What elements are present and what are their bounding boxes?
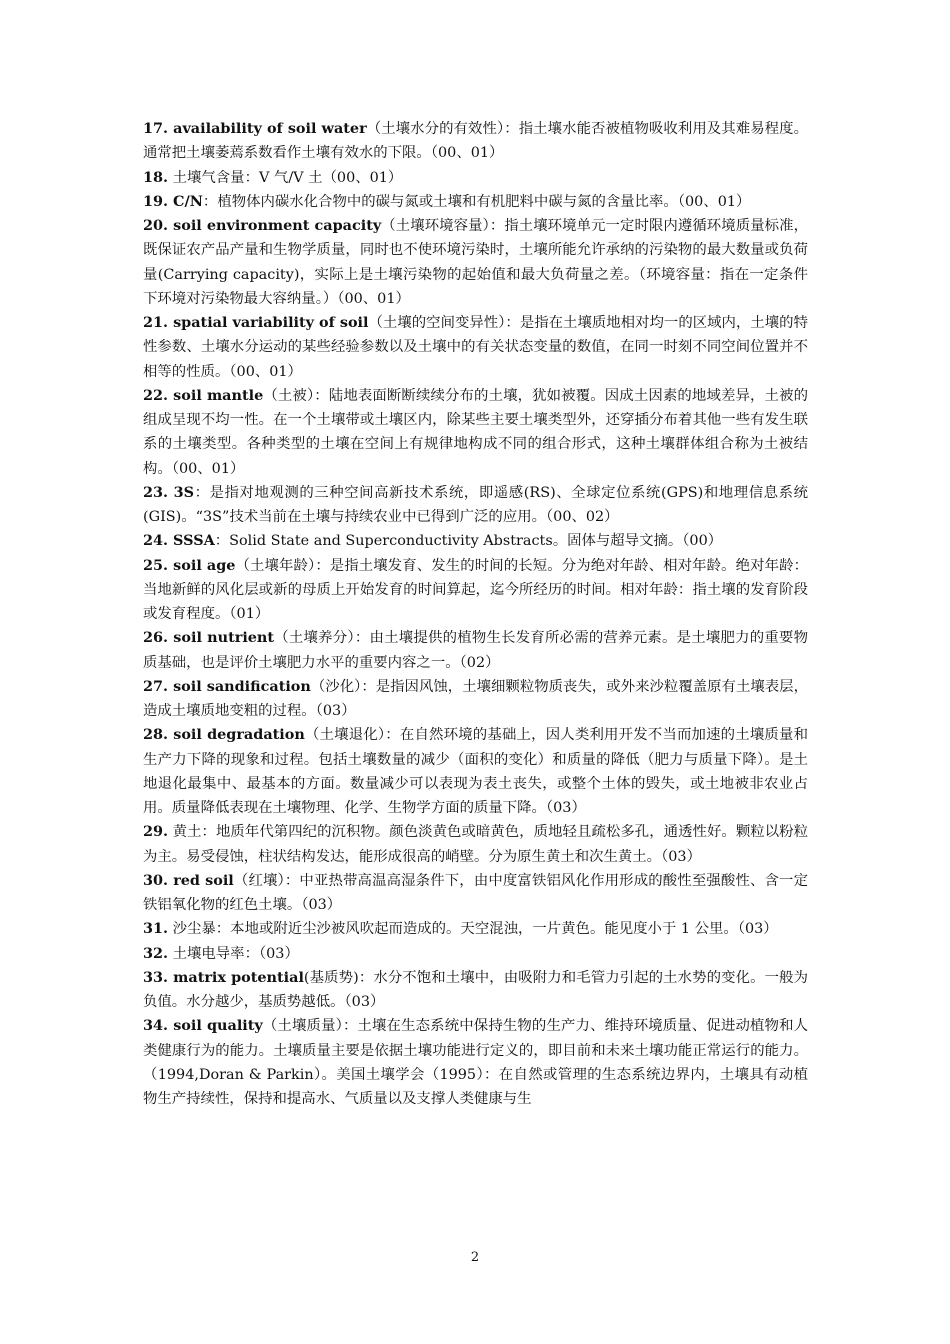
entry-term: 33. matrix potential [143,968,304,986]
entry-term: 25. soil age [143,556,236,574]
entry-term: 29. [143,823,169,841]
entry-term: 26. soil nutrient [143,629,275,647]
entry-text: （土壤年龄）：是指土壤发育、发生的时间的长短。分为绝对年龄、相对年龄。绝对年龄：当地新鲜的风化层或新的母质上开始发育的时间算起，迄今所经历的时间。相对年龄：指土壤的发育阶段或发育程度。（01） [143,557,809,622]
entry-34 [143,1014,808,1111]
entry-18 [143,166,808,190]
entry-31 [143,917,808,941]
entry-17 [143,117,808,166]
entry-27 [143,675,808,724]
entry-text: 沙尘暴：本地或附近尘沙被风吹起而造成的。天空混浊，一片黄色。能见度小于 1 公里。（03） [168,921,778,938]
entry-text: 土壤电导率：（03） [168,945,299,962]
entry-term: 30. red soil [143,871,234,889]
entry-term: 27. soil sandification [143,677,311,695]
entry-text: （土壤质量）：土壤在生态系统中保持生物的生产力、维持环境质量、促进动植物和人类健康行为的能力。土壤质量主要是依据土壤功能进行定义的，即目前和未来土壤功能正常运行的能力。（1994,Doran & Parkin）。美国土壤学会（1995）：在自然或管理的生态系统边界内，土壤具有动植物生产持续性，保持和提高水、气质量以及支撑人类健康与生 [143,1018,808,1107]
entry-term: 21. spatial variability of soil [143,314,369,331]
entry-term: 31. [143,920,169,938]
entry-term: 24. SSSA [143,532,215,550]
entry-32 [143,942,808,966]
entry-text: （土被）：陆地表面断断续续分布的土壤，犹如被覆。因成土因素的地域差异，土被的组成呈现不均一性。在一个土壤带或土壤区内，除某些主要土壤类型外，还穿插分布着其他一些有发生联系的土壤类型。各种类型的土壤在空间上有规律地构成不同的组合形式，这种土壤群体组合称为土被结构。（00、01） [143,387,808,477]
entry-term: 23. 3S [143,483,195,501]
entry-25 [143,554,808,627]
entry-term: 22. soil mantle [143,386,264,404]
entry-term: 19. C/N [143,192,203,210]
glossary-content [143,117,808,1111]
entry-20 [143,214,808,311]
entry-text: ：Solid State and Superconductivity Abstracts。固体与超导文摘。（00） [214,533,723,550]
entry-term: 18. [143,168,169,186]
entry-28 [143,723,808,820]
entry-term: 20. soil environment capacity [143,217,382,234]
entry-text: ：是指对地观测的三种空间高新技术系统，即遥感(RS)、全球定位系统(GPS)和地理信息系统(GIS)。“3S”技术当前在土壤与持续农业中已得到广泛的应用。（00、02） [143,484,808,525]
entry-text: （土壤养分）：由土壤提供的植物生长发育所必需的营养元素。是土壤肥力的重要物质基础，也是评价土壤肥力水平的重要内容之一。（02） [143,630,808,671]
entry-24 [143,529,808,553]
entry-term: 32. [143,944,169,962]
entry-19 [143,190,808,214]
entry-text: （沙化）：是指因风蚀，土壤细颗粒物质丧失，或外来沙粒覆盖原有土壤表层，造成土壤质地变粗的过程。（03） [143,678,808,719]
entry-33 [143,966,808,1015]
entry-21 [143,311,808,384]
entry-29 [143,820,808,869]
entry-text: 土壤气含量：V 气/V 土（00、01） [168,169,403,186]
entry-text: （土壤退化）：在自然环境的基础上，因人类利用开发不当而加速的土壤质量和生产力下降的现象和过程。包括土壤数量的减少（面积的变化）和质量的降低（肥力与质量下降）。是土地退化最集中、最基本的方面。数量减少可以表现为表土丧失，或整个土体的毁失，或土地被非农业占用。质量降低表现在土壤物理、化学、生物学方面的质量下降。（03） [143,727,808,816]
entry-text: ：植物体内碳水化合物中的碳与氮或土壤和有机肥料中碳与氮的含量比率。（00、01） [202,193,751,210]
entry-text: （土壤环境容量）：指土壤环境单元一定时限内遵循环境质量标准，既保证农产品产量和生物学质量，同时也不使环境污染时，土壤所能允许承纳的污染物的最大数量或负荷量(Carrying capacity)，实际上是土壤污染物的起始值和最大负荷量之差。（环境容量：指在一定条件下环境对污染物最大容纳量。）（00、01） [143,218,808,307]
entry-22 [143,384,808,481]
entry-text: (基质势)：水分不饱和土壤中，由吸附力和毛管力引起的土水势的变化。一般为负值。水分越少，基质势越低。（03） [143,969,808,1010]
entry-text: （土壤的空间变异性）：是指在土壤质地相对均一的区域内，土壤的特性参数、土壤水分运动的某些经验参数以及土壤中的有关状态变量的数值，在同一时刻不同空间位置并不相等的性质。（00、01） [143,315,808,380]
entry-23 [143,481,808,530]
entry-text: （土壤水分的有效性）：指土壤水能否被植物吸收利用及其难易程度。通常把土壤萎蔫系数看作土壤有效水的下限。（00、01） [143,121,808,162]
entry-term: 17. availability of soil water [143,120,367,137]
entry-text: （红壤）：中亚热带高温高湿条件下，由中度富铁铝风化作用形成的酸性至强酸性、含一定铁铝氧化物的红色土壤。（03） [143,872,808,913]
entry-text: 黄土：地质年代第四纪的沉积物。颜色淡黄色或暗黄色，质地轻且疏松多孔，通透性好。颗粒以粉粒为主。易受侵蚀，柱状结构发达，能形成很高的峭壁。分为原生黄土和次生黄土。（03） [143,824,808,865]
page-number: 2 [470,1250,480,1265]
entry-term: 34. soil quality [143,1017,263,1035]
entry-30 [143,869,808,918]
entry-term: 28. soil degradation [143,726,305,744]
entry-26 [143,626,808,675]
